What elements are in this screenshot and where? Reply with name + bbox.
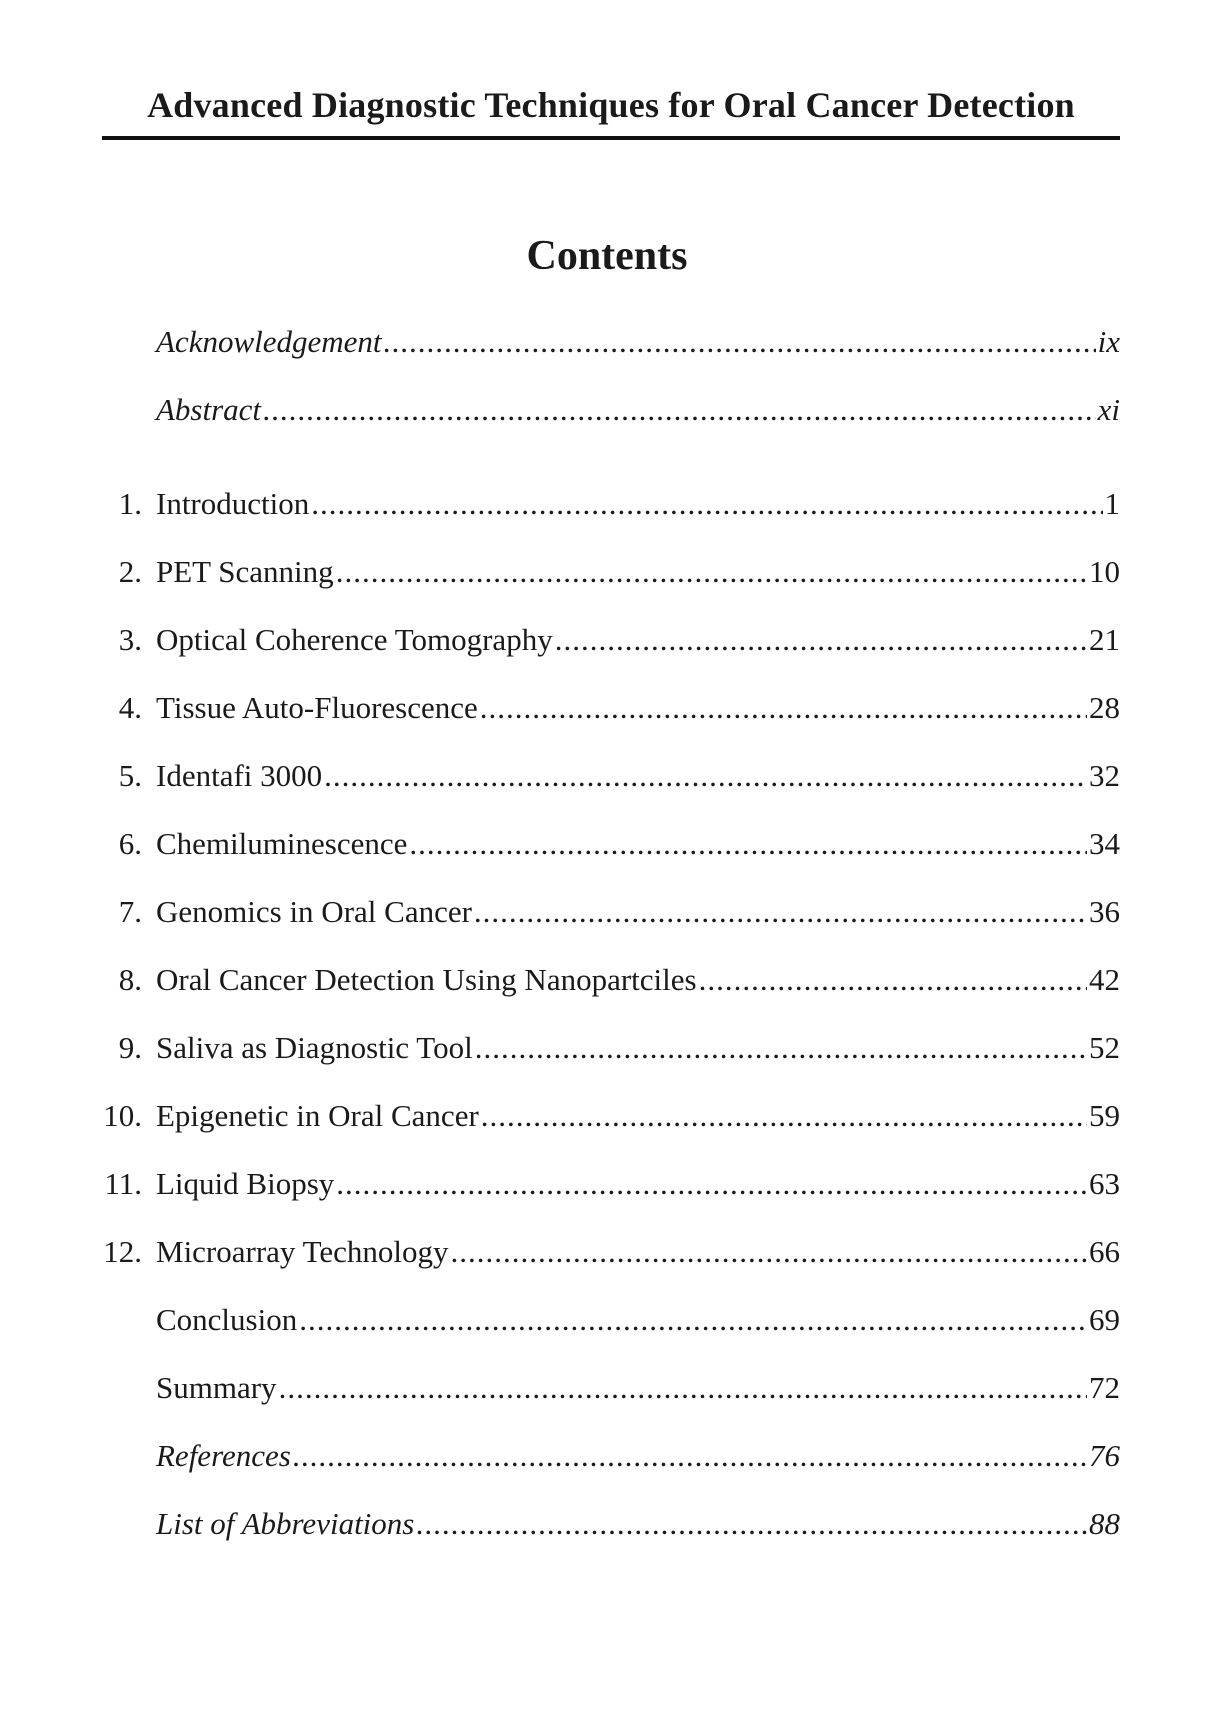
toc-entry[interactable] [96,1164,1120,1204]
toc-entry-page: ix [1097,324,1120,359]
toc-entry[interactable] [96,1028,1120,1068]
toc-entry-page: 69 [1089,1302,1120,1337]
toc-entry-number: 9. [118,1030,142,1065]
toc-entry-page: 28 [1089,690,1120,725]
toc-entry[interactable] [96,1300,1120,1340]
toc-entry[interactable] [96,552,1120,592]
toc-entry-page: 59 [1089,1098,1120,1133]
toc-entry-number: 2. [118,554,142,589]
toc-entry[interactable] [96,1436,1120,1476]
toc-entry-title: Acknowledgement [156,324,382,359]
toc-entry-title: References [156,1438,291,1473]
toc-entry[interactable] [96,1096,1120,1136]
toc-entry-page: 72 [1089,1370,1120,1405]
toc-entry-title: Conclusion [156,1302,298,1337]
toc-entry[interactable] [96,1504,1120,1544]
toc-entry-page: 36 [1089,894,1120,929]
toc-entry[interactable] [96,1368,1120,1408]
toc-entry-number: 10. [103,1098,142,1133]
toc-entry-number: 11. [104,1166,142,1201]
toc-entry-number: 4. [118,690,142,725]
toc-entry-page: 21 [1089,622,1120,657]
dot-leader [324,756,1087,796]
page-title: Contents [526,233,688,279]
toc-entry[interactable] [96,322,1120,362]
dot-leader [474,892,1087,932]
dot-leader [311,484,1102,524]
dot-leader [481,1096,1087,1136]
dot-leader [409,824,1087,864]
dot-leader [336,1164,1087,1204]
toc-entry[interactable] [96,960,1120,1000]
dot-leader [480,688,1087,728]
toc-entry-number: 1. [118,486,142,521]
toc-entry-title: Identafi 3000 [156,758,323,793]
toc-entry[interactable] [96,1232,1120,1272]
toc-entry-title: Summary [156,1370,277,1405]
toc-entry-page: 52 [1089,1030,1120,1065]
toc-entry-title: Oral Cancer Detection Using Nanopartciles [156,962,697,997]
toc-entry-title: Epigenetic in Oral Cancer [156,1098,479,1133]
toc-entry-page: 42 [1089,962,1120,997]
toc-entry[interactable] [96,688,1120,728]
toc-entry-title: PET Scanning [156,554,334,589]
toc-entry-page: 1 [1104,486,1120,521]
toc-entry-title: Optical Coherence Tomography [156,622,553,657]
running-header: Advanced Diagnostic Techniques for Oral Cancer Detection [147,85,1075,125]
toc-entry-number: 3. [118,622,142,657]
dot-leader [699,960,1087,1000]
toc-entry-page: 32 [1089,758,1120,793]
toc-entry-page: 88 [1089,1506,1120,1541]
dot-leader [451,1232,1087,1272]
toc-entry[interactable] [96,484,1120,524]
toc-entry-title: Liquid Biopsy [156,1166,335,1201]
dot-leader [263,390,1096,430]
toc-entry-number: 8. [118,962,142,997]
toc-entry-page: 76 [1089,1438,1120,1473]
toc-entry-title: Genomics in Oral Cancer [156,894,472,929]
toc-entry-title: Tissue Auto-Fluorescence [156,690,478,725]
toc-entry-number: 12. [103,1234,142,1269]
toc-entry[interactable] [96,824,1120,864]
toc-entry-title: Chemiluminescence [156,826,408,861]
toc-entry-page: 34 [1089,826,1120,861]
toc-entry-page: 10 [1089,554,1120,589]
dot-leader [299,1300,1087,1340]
dot-leader [293,1436,1087,1476]
dot-leader [336,552,1087,592]
dot-leader [475,1028,1087,1068]
toc-entry[interactable] [96,390,1120,430]
toc-entry-number: 7. [118,894,142,929]
toc-entry[interactable] [96,756,1120,796]
toc-entry-title: Abstract [156,392,262,427]
toc-entry-title: Saliva as Diagnostic Tool [156,1030,473,1065]
toc-entry[interactable] [96,620,1120,660]
dot-leader [555,620,1087,660]
toc-entry-number: 6. [118,826,142,861]
dot-leader [279,1368,1087,1408]
toc-entry-title: List of Abbreviations [156,1506,415,1541]
toc-entry-page: 66 [1089,1234,1120,1269]
toc-entry-number: 5. [118,758,142,793]
toc-entry-title: Introduction [156,486,310,521]
dot-leader [384,322,1096,362]
dot-leader [416,1504,1087,1544]
header-rule [102,136,1120,140]
toc-entry[interactable] [96,892,1120,932]
toc-entry-page: 63 [1089,1166,1120,1201]
toc-entry-title: Microarray Technology [156,1234,449,1269]
toc-entry-page: xi [1097,392,1120,427]
